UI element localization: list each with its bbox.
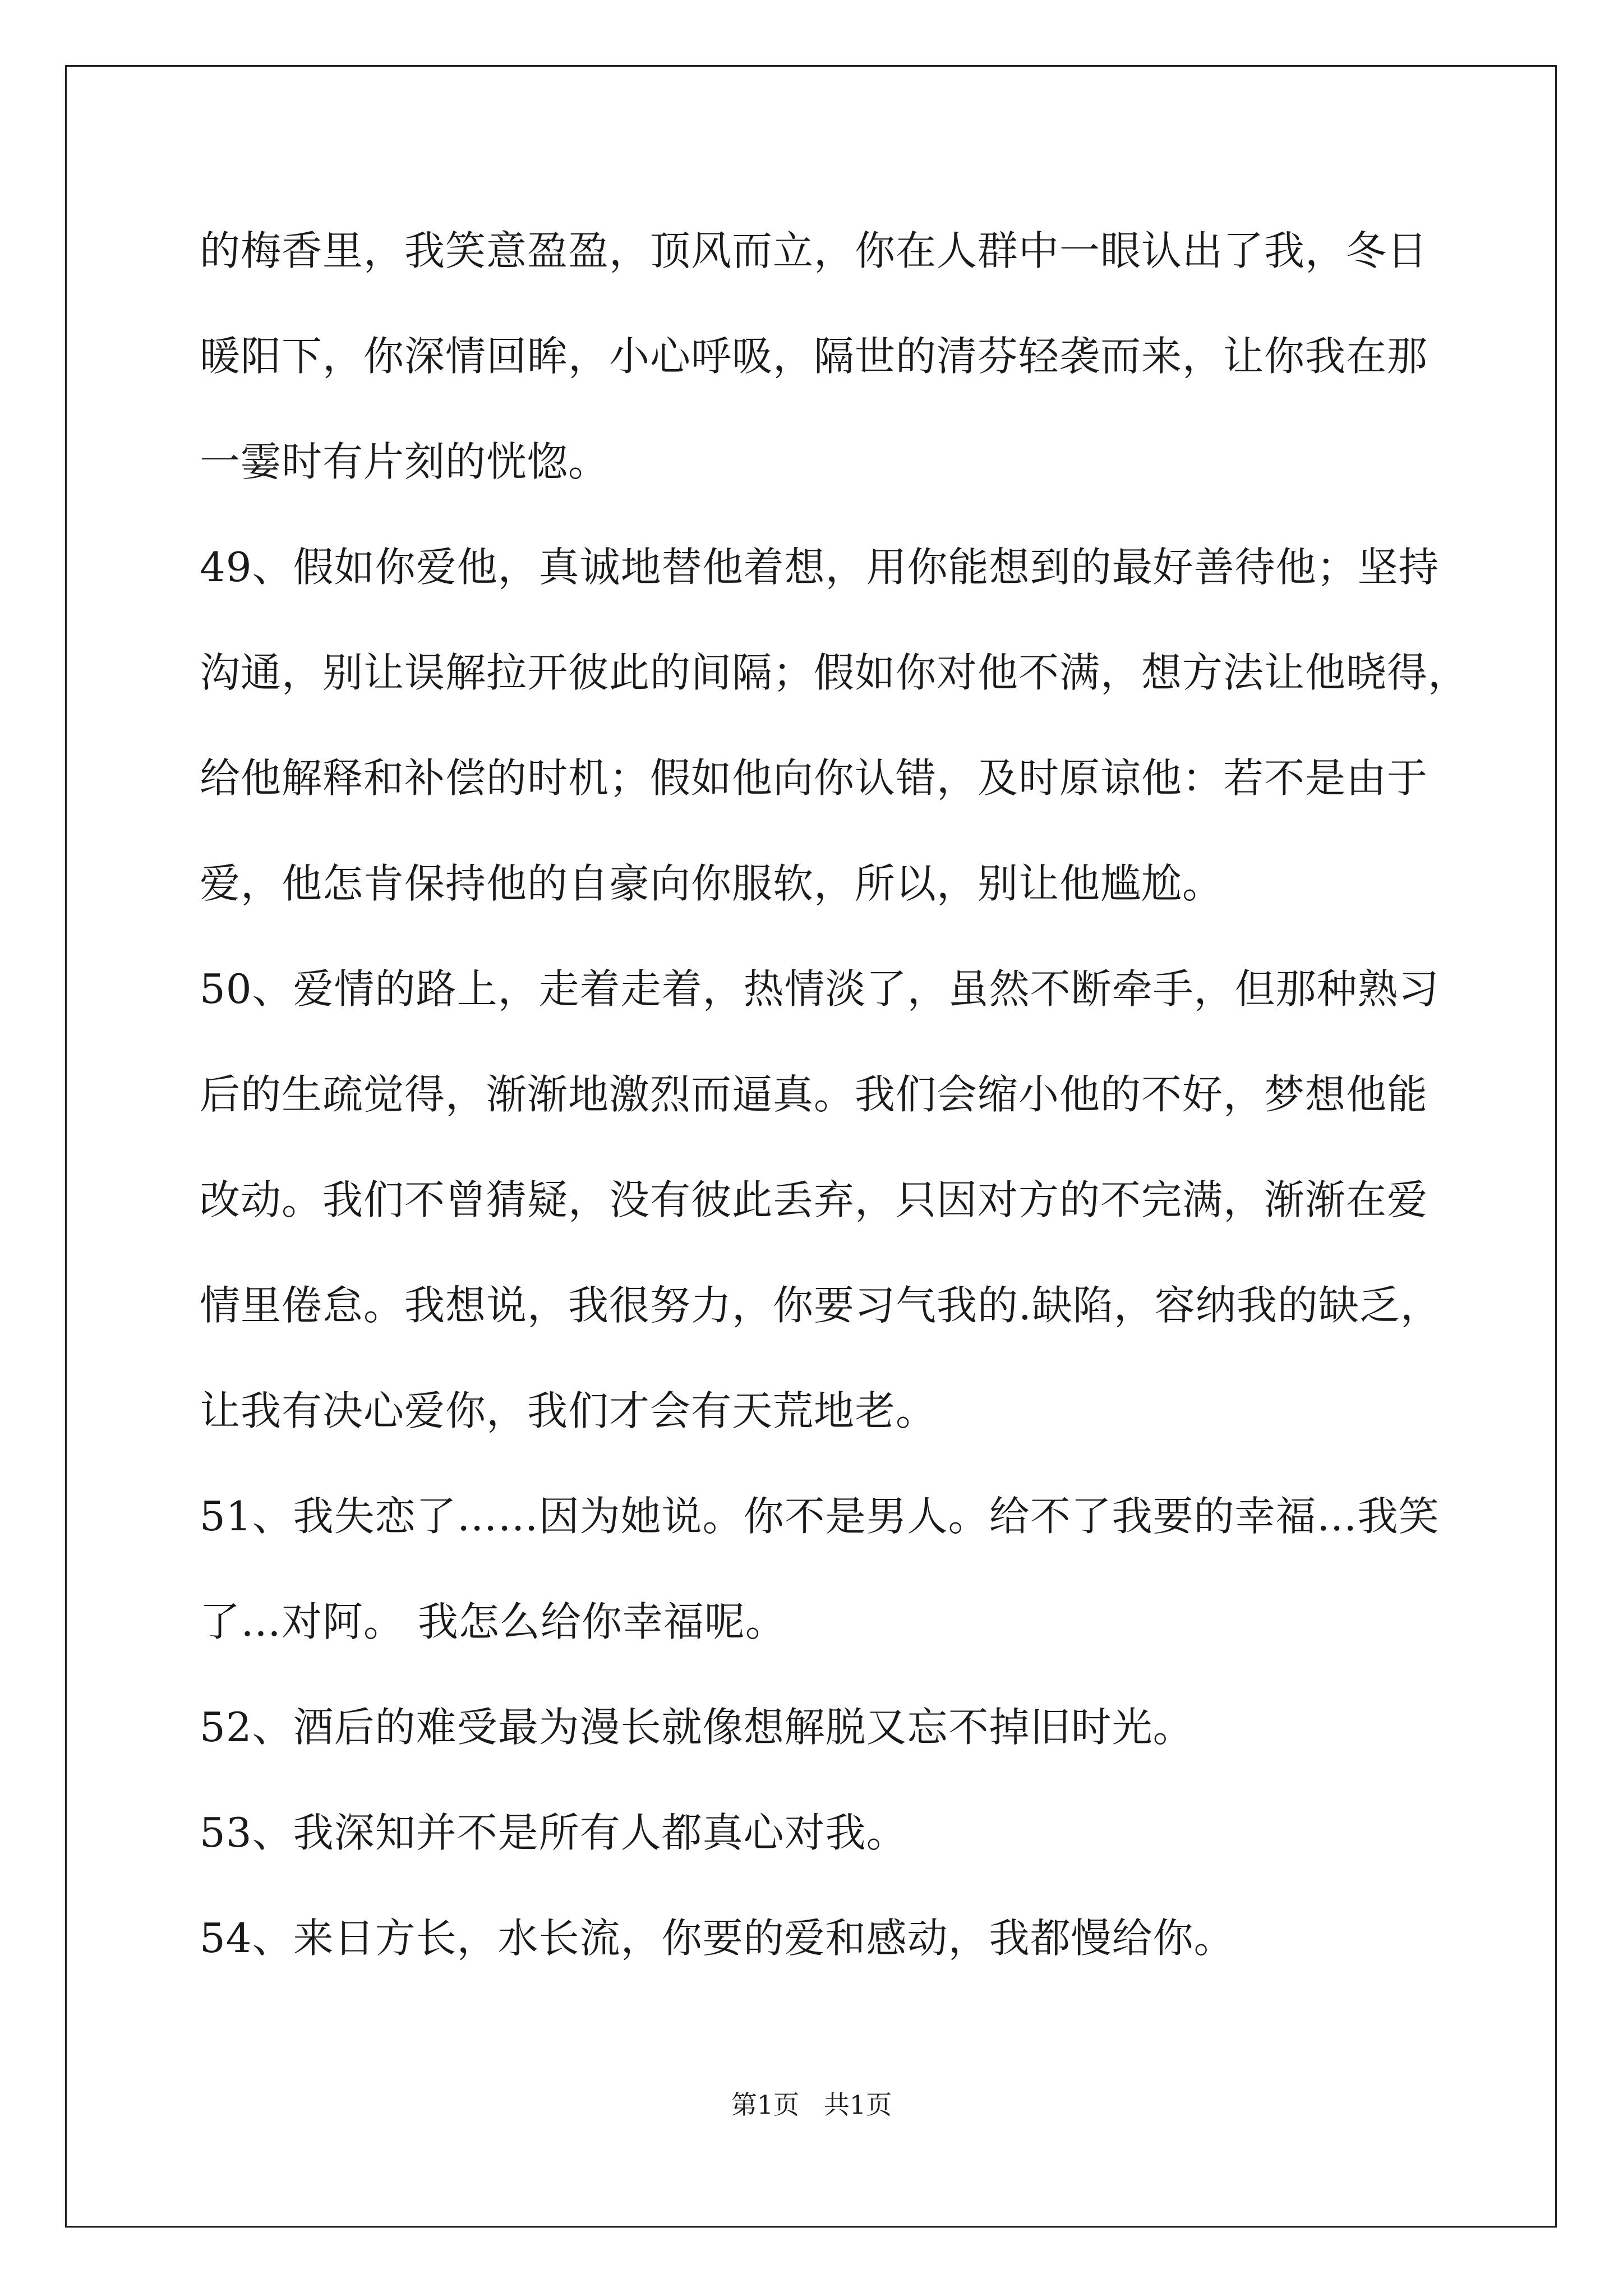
text-line: 54、来日方长，水长流，你要的爱和感动，我都慢给你。	[200, 1915, 1235, 1962]
text-line: 沟通，别让误解拉开彼此的间隔；假如你对他不满，想方法让他晓得，	[200, 649, 1469, 696]
text-line: 53、我深知并不是所有人都真心对我。	[200, 1809, 907, 1856]
text-line: 让我有决心爱你，我们才会有天荒地老。	[200, 1387, 937, 1434]
text-line: 50、爱情的路上，走着走着，热情淡了，虽然不断牵手，但那种熟习	[200, 965, 1440, 1013]
text-line: 爱，他怎肯保持他的自豪向你服软，所以，别让他尴尬。	[200, 860, 1224, 907]
text-line: 51、我失恋了……因为她说。你不是男人。给不了我要的幸福…我笑	[200, 1493, 1440, 1540]
text-line: 后的生疏觉得，渐渐地激烈而逼真。我们会缩小他的不好，梦想他能	[200, 1071, 1428, 1118]
text-line: 49、假如你爱他，真诚地替他着想，用你能想到的最好善待他；坚持	[200, 544, 1440, 591]
page-number-label: 第1页 共1页	[731, 2090, 892, 2120]
text-line: 暖阳下，你深情回眸，小心呼吸，隔世的清芬轻袭而来，让你我在那	[200, 333, 1428, 380]
text-line: 改动。我们不曾猜疑，没有彼此丢弃，只因对方的不完满，渐渐在爱	[200, 1176, 1428, 1223]
text-line: 情里倦怠。我想说，我很努力，你要习气我的.缺陷，容纳我的缺乏，	[200, 1282, 1441, 1329]
text-line: 给他解释和补偿的时机；假如他向你认错，及时原谅他：若不是由于	[200, 754, 1428, 802]
document-body	[200, 220, 1469, 2013]
page-footer	[0, 2088, 1623, 2122]
text-line: 了…对阿。 我怎么给你幸福呢。	[200, 1598, 786, 1645]
text-line: 的梅香里，我笑意盈盈，顶风而立，你在人群中一眼认出了我，冬日	[200, 227, 1428, 274]
text-line: 52、酒后的难受最为漫长就像想解脱又忘不掉旧时光。	[200, 1704, 1194, 1751]
text-line: 一霎时有片刻的恍惚。	[200, 438, 610, 485]
